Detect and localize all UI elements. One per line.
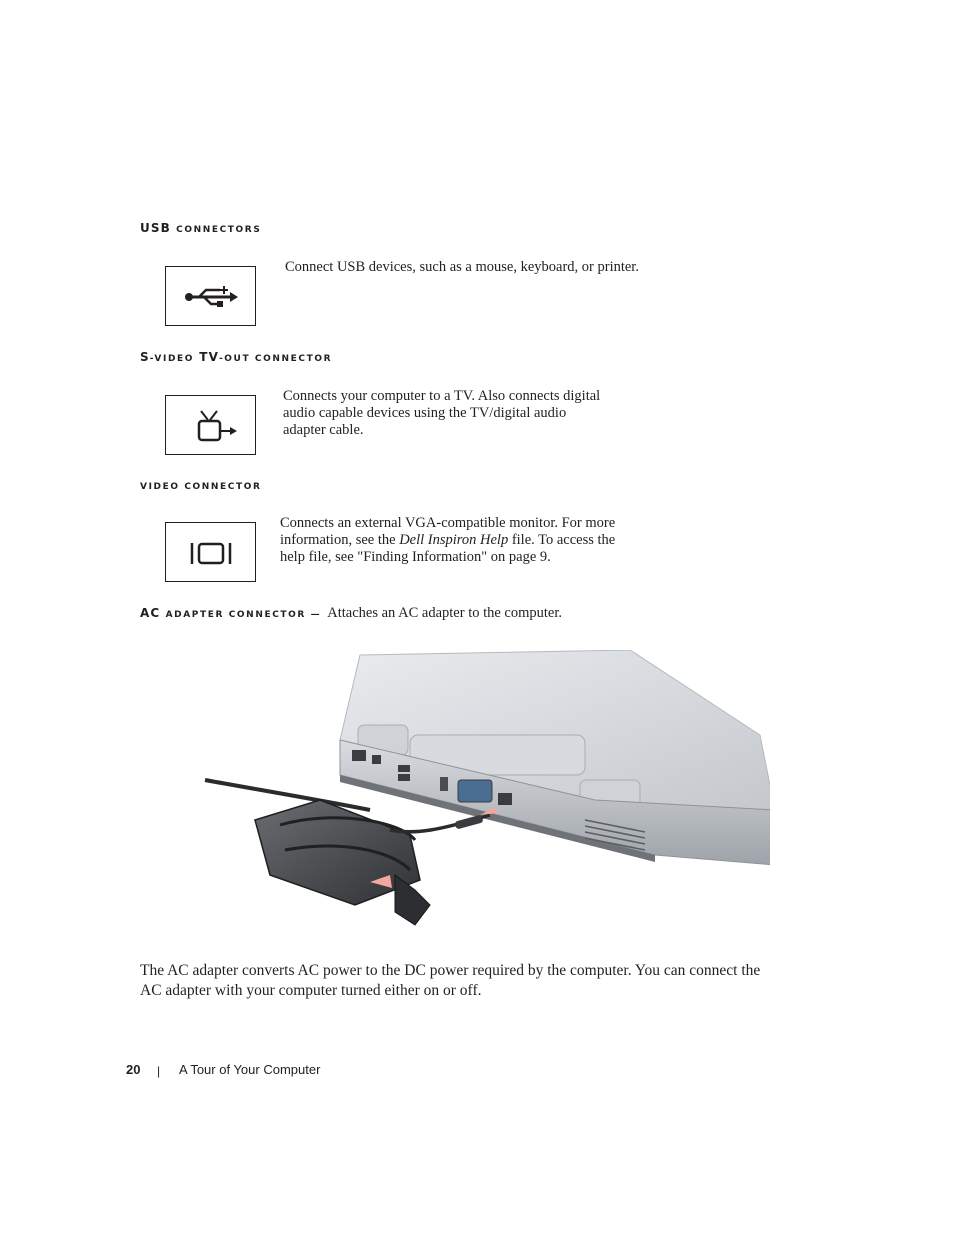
footer-separator: | xyxy=(157,1064,161,1078)
usb-description: Connect USB devices, such as a mouse, keyboard, or printer. xyxy=(285,259,639,275)
ac-heading: AC ADAPTER CONNECTOR — Attaches an AC adapter to the computer. xyxy=(140,605,563,621)
svideo-icon-box xyxy=(165,395,256,455)
svideo-description: Connects your computer to a TV. Also connects digital audio capable devices using the TV/digital audio adapter cable. xyxy=(283,388,601,438)
footer-section-title: A Tour of Your Computer xyxy=(179,1062,321,1077)
page-number: 20 xyxy=(126,1062,141,1077)
video-icon-box xyxy=(165,522,256,582)
usb-icon xyxy=(166,267,257,327)
ac-adapter-paragraph: The AC adapter converts AC power to the DC power required by the computer. You can connect the AC adapter with your computer turned either on or off. xyxy=(140,962,761,999)
svideo-heading: S-VIDEO TV-OUT CONNECTOR xyxy=(140,350,333,364)
usb-heading: USB CONNECTORS xyxy=(140,221,262,235)
monitor-icon xyxy=(166,523,257,583)
usb-icon-box xyxy=(165,266,256,326)
video-heading: VIDEO CONNECTOR xyxy=(140,482,262,492)
video-description: Connects an external VGA-compatible monitor. For more information, see the Dell Inspiron Help file. To access the help file, see "Finding Information" on page 9. xyxy=(280,515,616,565)
laptop-ac-adapter-illustration xyxy=(200,650,770,945)
tv-out-icon xyxy=(166,396,257,456)
